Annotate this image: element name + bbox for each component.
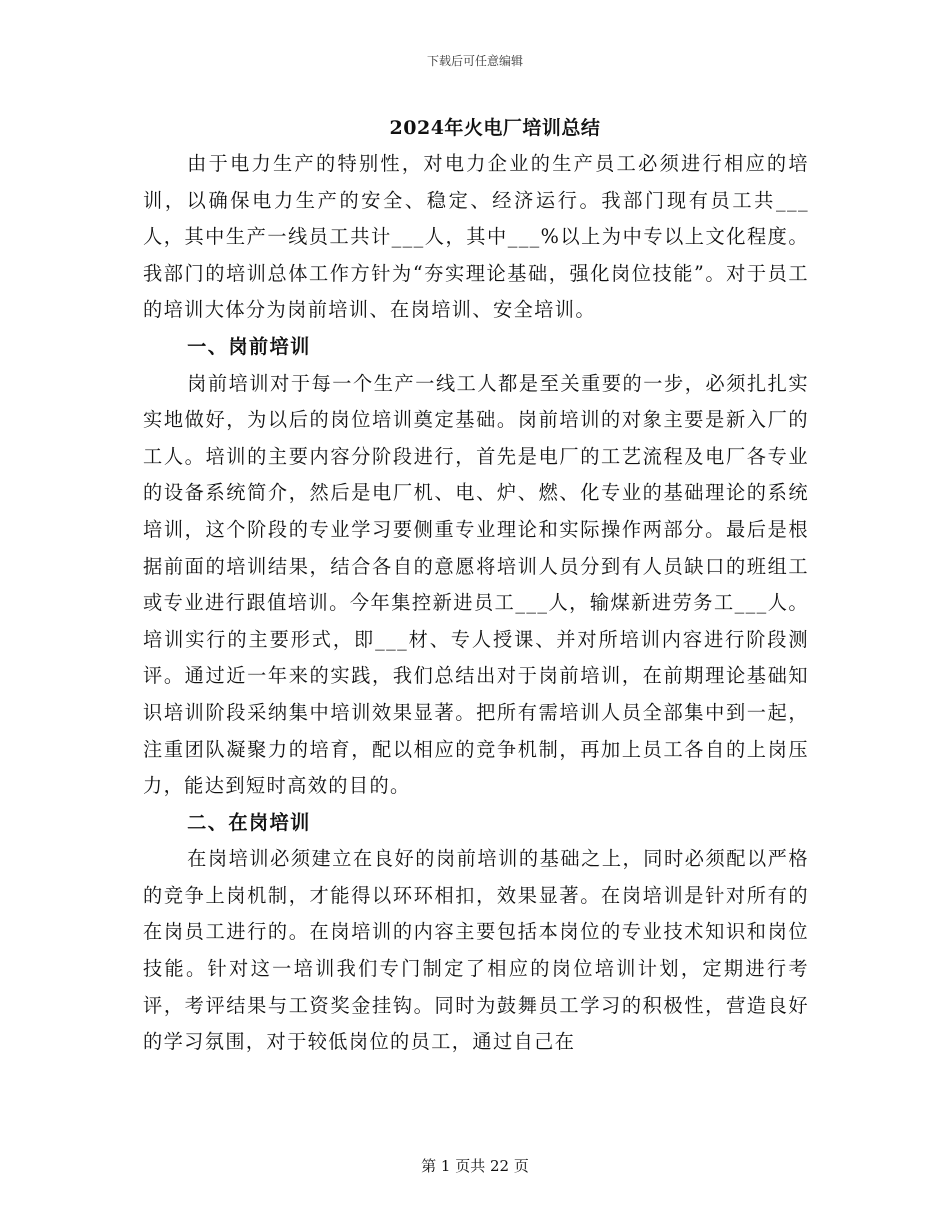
section-heading-on-job-training: 二、在岗培训 bbox=[187, 810, 311, 834]
section-heading-pre-job-training: 一、岗前培训 bbox=[187, 334, 311, 358]
intro-paragraph: 由于电力生产的特别性，对电力企业的生产员工必须进行相应的培训，以确保电力生产的安全、稳定、经济运行。我部门现有员工共___人，其中生产一线员工共计___人，其中___%以上为中专以上文化程度。我部门的培训总体工作方针为“夯实理论基础，强化岗位技能”。对于员工的培训大体分为岗前培训、在岗培训、安全培训。 bbox=[143, 152, 809, 322]
document-body bbox=[143, 146, 809, 1061]
page-header-note: 下载后可任意编辑 bbox=[426, 54, 523, 68]
page-number-footer: 第 1 页共 22 页 bbox=[421, 1157, 529, 1175]
document-title: 2024年火电厂培训总结 bbox=[389, 117, 601, 139]
section-paragraph-on-job-training: 在岗培训必须建立在良好的岗前培训的基础之上，同时必须配以严格的竞争上岗机制，才能得以环环相扣，效果显著。在岗培训是针对所有的在岗员工进行的。在岗培训的内容主要包括本岗位的专业技术知识和岗位技能。针对这一培训我们专门制定了相应的岗位培训计划，定期进行考评，考评结果与工资奖金挂钩。同时为鼓舞员工学习的积极性，营造良好的学习氛围，对于较低岗位的员工，通过自己在 bbox=[143, 847, 809, 1054]
section-paragraph-pre-job-training: 岗前培训对于每一个生产一线工人都是至关重要的一步，必须扎扎实实地做好，为以后的岗位培训奠定基础。岗前培训的对象主要是新入厂的工人。培训的主要内容分阶段进行，首先是电厂的工艺流程及电厂各专业的设备系统简介，然后是电厂机、电、炉、燃、化专业的基础理论的系统培训，这个阶段的专业学习要侧重专业理论和实际操作两部分。最后是根据前面的培训结果，结合各自的意愿将培训人员分到有人员缺口的班组工或专业进行跟值培训。今年集控新进员工___人，输煤新进劳务工___人。培训实行的主要形式，即___材、专人授课、并对所培训内容进行阶段测评。通过近一年来的实践，我们总结出对于岗前培训，在前期理论基础知识培训阶段采纳集中培训效果显著。把所有需培训人员全部集中到一起，注重团队凝聚力的培育，配以相应的竞争机制，再加上员工各自的上岗压力，能达到短时高效的目的。 bbox=[143, 371, 809, 798]
